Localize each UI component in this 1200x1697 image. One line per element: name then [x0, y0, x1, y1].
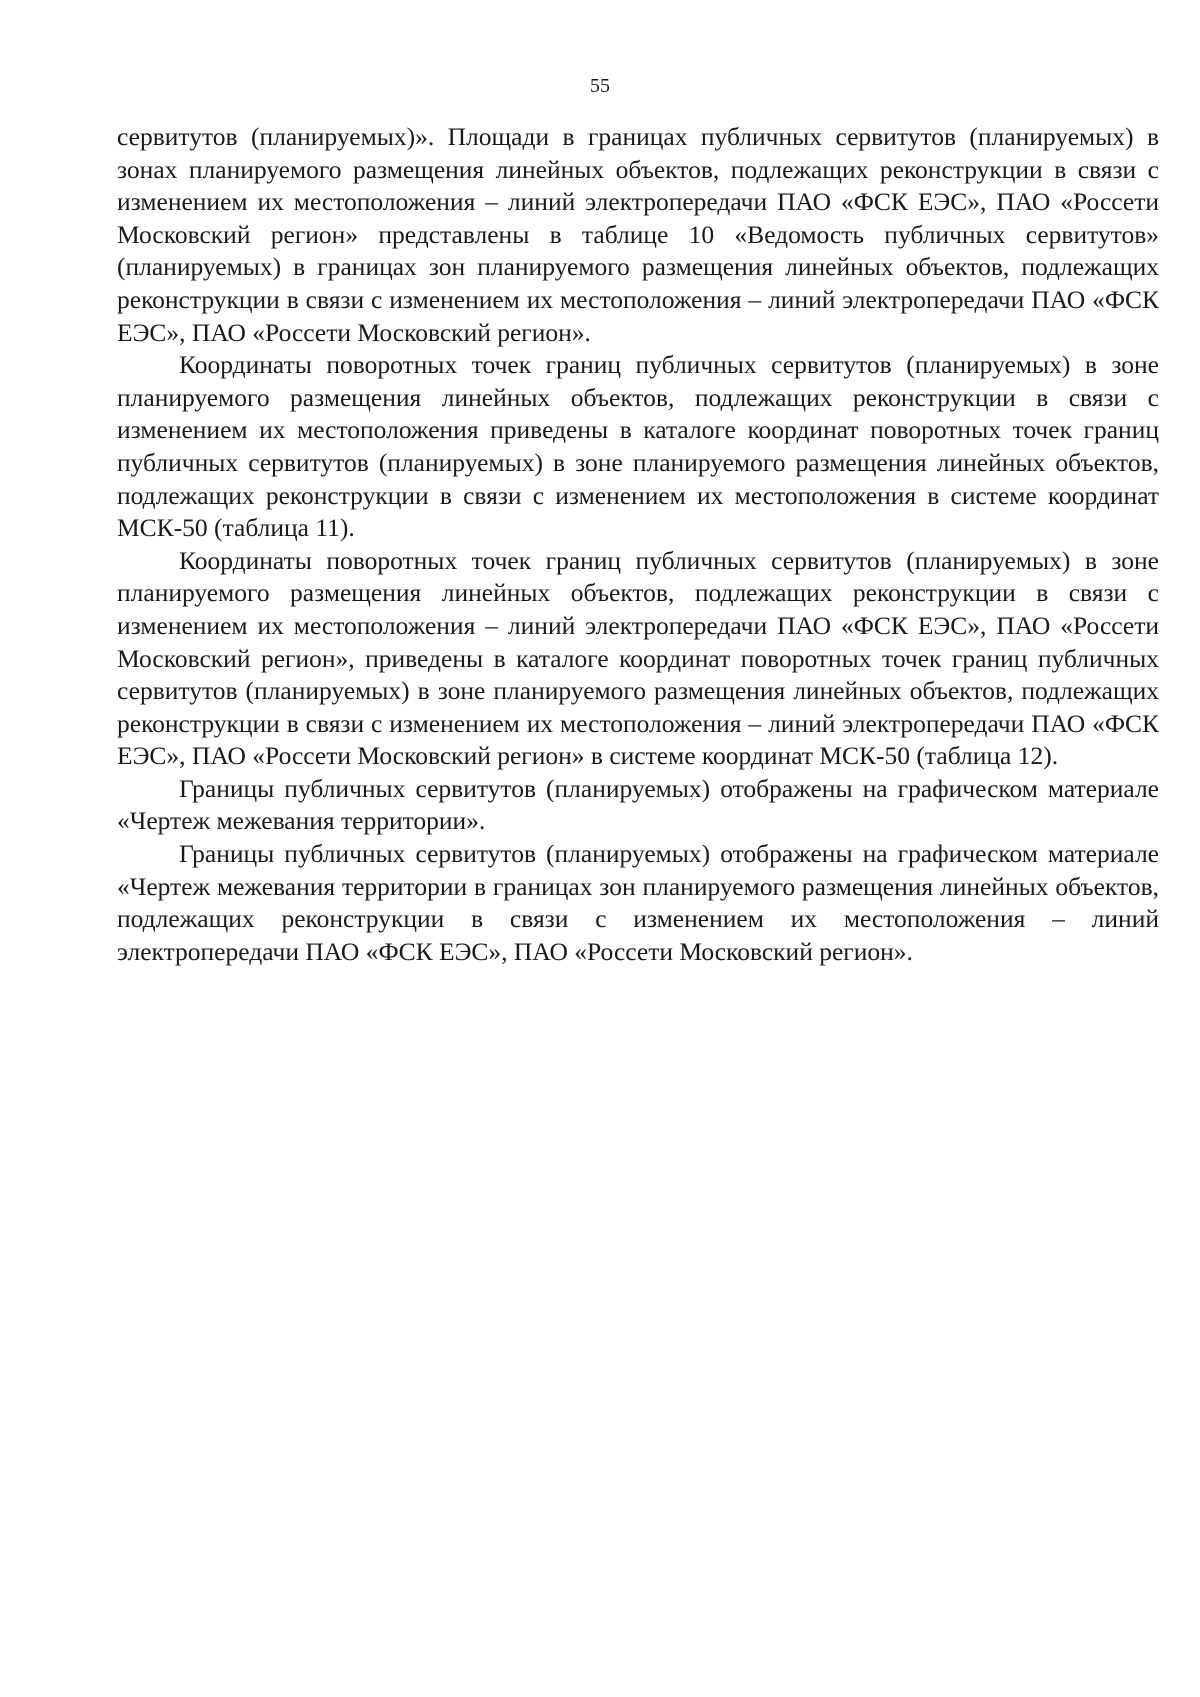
page-number: 55 [590, 75, 610, 97]
paragraph-coordinates-table-11: Координаты поворотных точек границ публичных сервитутов (планируемых) в зоне планируемого размещения линейных объектов, подлежащих реконструкции в связи с изменением их местоположения приведены в каталоге координат поворотных точек границ публичных сервитутов (планируемых) в зоне планируемого размещения линейных объектов, подлежащих реконструкции в связи с изменением их местоположения в системе координат МСК-50 (таблица 11). [117, 350, 1159, 543]
body-text [117, 121, 1159, 968]
paragraph-continued: сервитутов (планируемых)». Площади в границах публичных сервитутов (планируемых) в зонах планируемого размещения линейных объектов, подлежащих реконструкции в связи с изменением их местоположения – линий электропередачи ПАО «ФСК ЕЭС», ПАО «Россети Московский регион» представлены в таблице 10 «Ведомость публичных сервитутов» (планируемых) в границах зон планируемого размещения линейных объектов, подлежащих реконструкции в связи с изменением их местоположения – линий электропередачи ПАО «ФСК ЕЭС», ПАО «Россети Московский регион». [117, 122, 1159, 347]
paragraph-boundaries-drawing: Границы публичных сервитутов (планируемых) отображены на графическом материале «Чертеж межевания территории». [117, 773, 1159, 836]
paragraph-boundaries-drawing-zones: Границы публичных сервитутов (планируемых) отображены на графическом материале «Чертеж межевания территории в границах зон планируемого размещения линейных объектов, подлежащих реконструкции в связи с изменением их местоположения – линий электропередачи ПАО «ФСК ЕЭС», ПАО «Россети Московский регион». [117, 839, 1159, 966]
paragraph-coordinates-table-12: Координаты поворотных точек границ публичных сервитутов (планируемых) в зоне планируемого размещения линейных объектов, подлежащих реконструкции в связи с изменением их местоположения – линий электропередачи ПАО «ФСК ЕЭС», ПАО «Россети Московский регион», приведены в каталоге координат поворотных точек границ публичных сервитутов (планируемых) в зоне планируемого размещения линейных объектов, подлежащих реконструкции в связи с изменением их местоположения – линий электропередачи ПАО «ФСК ЕЭС», ПАО «Россети Московский регион» в системе координат МСК-50 (таблица 12). [117, 545, 1159, 771]
